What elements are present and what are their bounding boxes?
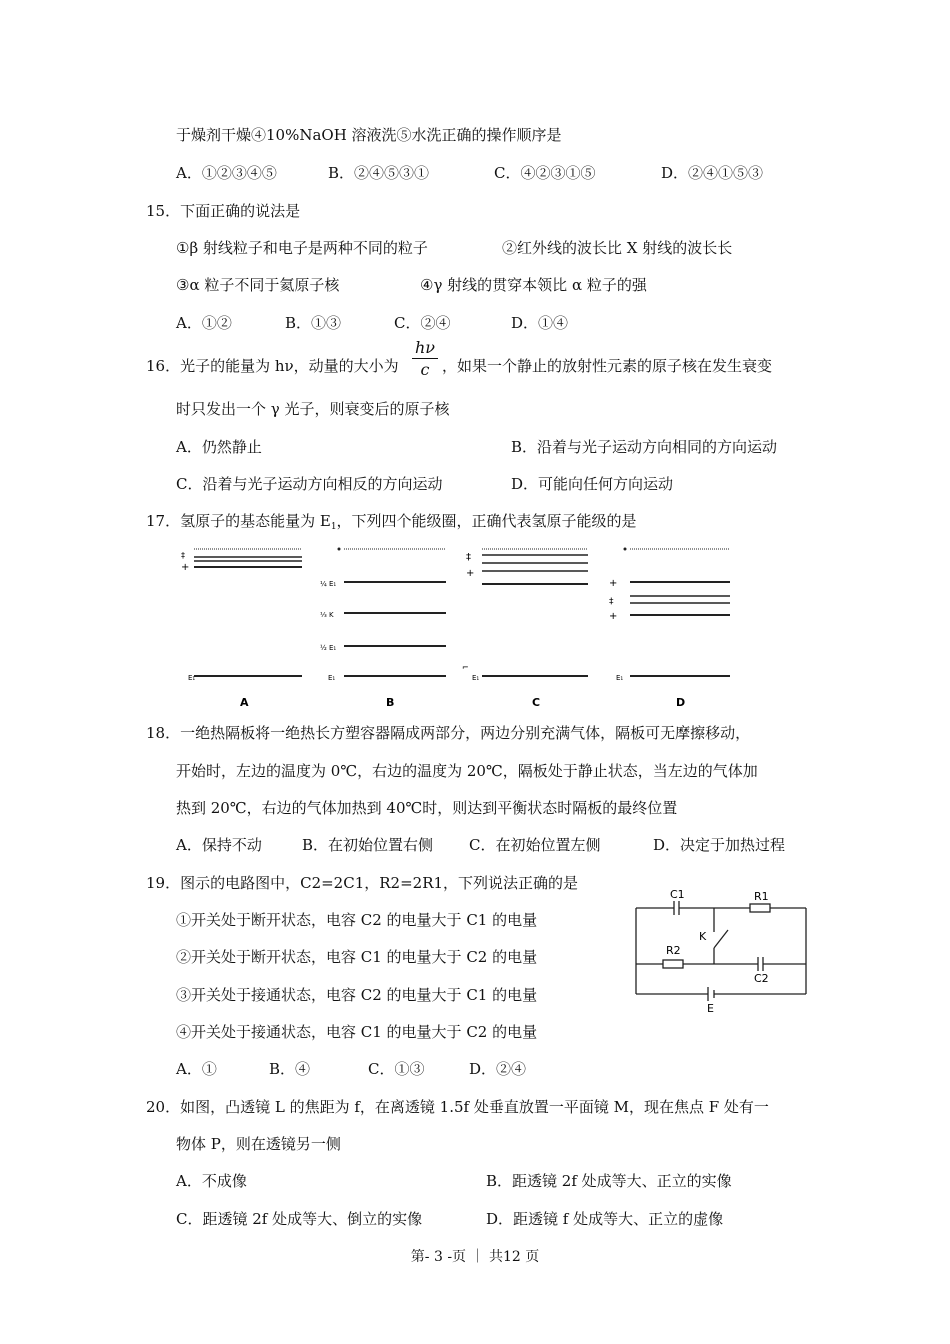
diagram-label-d: D xyxy=(676,696,686,709)
svg-text:+: + xyxy=(609,611,618,622)
q19-statement-3: ③开关处于接通状态，电容 C2 的电量大于 C1 的电量 xyxy=(176,986,538,1004)
q19-statement-1: ①开关处于断开状态，电容 C2 的电量大于 C1 的电量 xyxy=(176,911,538,929)
e-label: E xyxy=(707,1002,714,1015)
q18-line-3: 热到 20℃，右边的气体加热到 40℃时，则达到平衡状态时隔板的最终位置 xyxy=(176,799,678,817)
q18-option-c: C．在初始位置左侧 xyxy=(469,836,601,854)
page-footer: 第- 3 -页 ｜ 共12 页 xyxy=(410,1249,540,1265)
energy-diagram-c xyxy=(462,549,588,709)
q20-option-b: B．距透镜 2f 处成等大、正立的实像 xyxy=(486,1172,732,1190)
q17-stem-a: 17．氢原子的基态能量为 E xyxy=(146,512,331,530)
q15-option-d: D．①④ xyxy=(511,314,569,332)
q15-option-c: C．②④ xyxy=(394,314,451,332)
q19-statement-2: ②开关处于断开状态，电容 C1 的电量大于 C2 的电量 xyxy=(176,948,538,966)
svg-text:E₁: E₁ xyxy=(472,674,480,682)
q20-option-c: C．距透镜 2f 处成等大、倒立的实像 xyxy=(176,1210,423,1228)
q15-option-b: B．①③ xyxy=(285,314,342,332)
q16-stem-c: 时只发出一个 γ 光子，则衰变后的原子核 xyxy=(176,400,450,418)
q17-stem-subscript: 1 xyxy=(330,522,337,532)
q19-option-b: B．④ xyxy=(269,1060,311,1078)
svg-text:½ E₁: ½ E₁ xyxy=(320,644,337,652)
diagram-label-c: C xyxy=(532,696,541,709)
q15-stem: 15．下面正确的说法是 xyxy=(146,202,301,220)
q15-statement-1: ①β 射线粒子和电子是两种不同的粒子 xyxy=(176,239,428,257)
energy-diagram-d xyxy=(609,548,730,710)
q17-stem-b: ，下列四个能级圈，正确代表氢原子能级的是 xyxy=(336,512,637,530)
q18-option-d: D．决定于加热过程 xyxy=(653,836,786,854)
q18-line-2: 开始时，左边的温度为 0℃，右边的温度为 20℃，隔板处于静止状态，当左边的气体加 xyxy=(176,762,758,780)
q16-option-b: B．沿着与光子运动方向相同的方向运动 xyxy=(511,438,778,456)
svg-text:‡: ‡ xyxy=(466,552,471,563)
q14-option-a: A．①②③④⑤ xyxy=(176,164,277,182)
fraction-numerator: hν xyxy=(412,338,438,359)
q16-stem-a: 16．光子的能量为 hν，动量的大小为 xyxy=(146,357,399,375)
q18-option-a: A．保持不动 xyxy=(176,836,262,854)
q18-option-b: B．在初始位置右侧 xyxy=(302,836,434,854)
svg-text:E₁: E₁ xyxy=(616,674,624,682)
q15-option-a: A．①② xyxy=(176,314,232,332)
c2-label: C2 xyxy=(754,972,769,985)
diagram-label-b: B xyxy=(386,696,395,709)
c1-label: C1 xyxy=(670,888,685,901)
q19-option-a: A．① xyxy=(176,1060,217,1078)
r2-label: R2 xyxy=(666,944,681,957)
q15-statement-2: ②红外线的波长比 X 射线的波长长 xyxy=(502,239,733,257)
q19-statement-4: ④开关处于接通状态，电容 C1 的电量大于 C2 的电量 xyxy=(176,1023,538,1041)
svg-text:⅓ K: ⅓ K xyxy=(320,611,334,619)
q20-line-1: 20．如图，凸透镜 L 的焦距为 f，在离透镜 1.5f 处垂直放置一平面镜 M，现在焦点 F 处有一 xyxy=(146,1098,769,1116)
svg-text:‡: ‡ xyxy=(181,551,185,560)
q18-line-1: 18．一绝热隔板将一绝热长方塑容器隔成两部分，两边分别充满气体，隔板可无摩擦移动， xyxy=(146,724,751,742)
q20-option-a: A．不成像 xyxy=(176,1172,247,1190)
q15-statement-4: ④γ 射线的贯穿本领比 α 粒子的强 xyxy=(420,276,647,294)
svg-text:+: + xyxy=(466,568,475,579)
q20-option-d: D．距透镜 f 处成等大、正立的虚像 xyxy=(486,1210,724,1228)
svg-text:⌐: ⌐ xyxy=(462,663,469,672)
q16-option-d: D．可能向任何方向运动 xyxy=(511,475,674,493)
q14-option-b: B．②④⑤③① xyxy=(328,164,430,182)
q16-option-a: A．仍然静止 xyxy=(176,438,262,456)
svg-text:E₁: E₁ xyxy=(328,674,336,682)
k-label: K xyxy=(699,930,707,943)
fraction-denominator: c xyxy=(420,360,430,379)
q19-option-d: D．②④ xyxy=(469,1060,527,1078)
diagram-label-a: A xyxy=(240,696,249,709)
energy-level-diagrams xyxy=(176,540,746,715)
r1-label: R1 xyxy=(754,890,769,903)
svg-text:E₁: E₁ xyxy=(188,674,196,682)
q20-line-2: 物体 P，则在透镜另一侧 xyxy=(176,1135,341,1153)
q14-continuation: 于燥剂干燥④10%NaOH 溶液洗⑤水洗正确的操作顺序是 xyxy=(176,126,562,144)
q16-option-c: C．沿着与光子运动方向相反的方向运动 xyxy=(176,475,443,493)
q19-stem: 19．图示的电路图中，C2=2C1，R2=2R1，下列说法正确的是 xyxy=(146,874,579,892)
svg-text:¼ E₁: ¼ E₁ xyxy=(320,580,337,588)
svg-text:‡: ‡ xyxy=(609,597,614,607)
svg-text:+: + xyxy=(609,578,618,589)
svg-text:+: + xyxy=(181,562,190,573)
energy-diagram-a xyxy=(181,549,302,709)
q15-statement-3: ③α 粒子不同于氦原子核 xyxy=(176,276,340,294)
q14-option-d: D．②④①⑤③ xyxy=(661,164,764,182)
q14-option-c: C．④②③①⑤ xyxy=(494,164,596,182)
q17-stem xyxy=(146,510,637,532)
momentum-fraction xyxy=(412,338,438,381)
q16-stem-b: ，如果一个静止的放射性元素的原子核在发生衰变 xyxy=(442,357,773,375)
energy-diagram-b xyxy=(320,548,446,710)
circuit-diagram xyxy=(628,884,818,1016)
q19-option-c: C．①③ xyxy=(368,1060,425,1078)
